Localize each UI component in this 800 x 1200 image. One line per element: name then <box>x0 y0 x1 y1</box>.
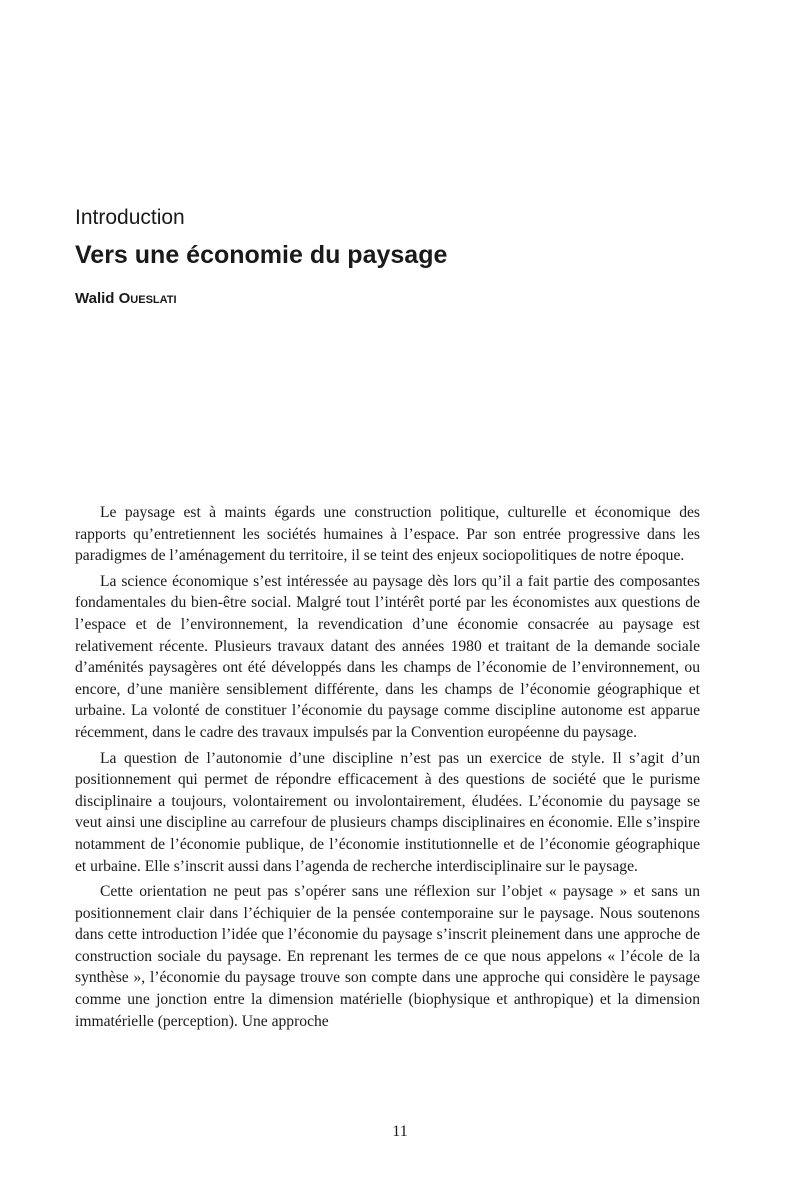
chapter-kicker: Introduction <box>75 206 185 229</box>
author-first-name: Walid <box>75 290 115 307</box>
body-text <box>75 502 700 1036</box>
paragraph: Le paysage est à maints égards une construction politique, culturelle et économique des rapports qu’entretiennent les sociétés humaines à l’espace. Par son entrée progressive dans les paradigmes de l’aménagement du territoire, il se teint des enjeux sociopolitiques de notre époque. <box>75 504 700 565</box>
paragraph: Cette orientation ne peut pas s’opérer sans une réflexion sur l’objet « paysage » et sans un positionnement clair dans l’échiquier de la pensée contemporaine sur le paysage. Nous soutenons dans cette introduction l’idée que l’économie du paysage s’inscrit pleinement dans une approche de construction sociale du paysage. En reprenant les termes de ce que nous appelons « l’école de la synthèse », l’économie du paysage trouve son compte dans une approche qui considère le paysage comme une jonction entre la dimension matérielle (biophysique et anthropique) et la dimension immatérielle (perception). Une approche <box>75 883 700 1030</box>
author-last-name: Oueslati <box>118 290 177 307</box>
author <box>75 288 177 310</box>
page-number: 11 <box>392 1123 408 1140</box>
paragraph: La question de l’autonomie d’une discipline n’est pas un exercice de style. Il s’agit d’un positionnement qui permet de répondre efficacement à des questions de société que le purisme disciplinaire a toujours, volontairement ou involontairement, éludées. L’économie du paysage se veut ainsi une discipline au carrefour de plusieurs champs disciplinaires en économie. Elle s’inspire notamment de l’économie publique, de l’économie institutionnelle et de l’économie géographique et urbaine. Elle s’inscrit aussi dans l’agenda de recherche interdisciplinaire sur le paysage. <box>75 749 700 875</box>
paragraph: La science économique s’est intéressée au paysage dès lors qu’il a fait partie des composantes fondamentales du bien-être social. Malgré tout l’intérêt porté par les économistes aux questions de l’espace et de l’environnement, la revendication d’une économie consacrée au paysage est relativement récente. Plusieurs travaux datant des années 1980 et traitant de la demande sociale d’aménités paysagères ont été développés dans les champs de l’économie de l’environnement, ou encore, d’une manière sensiblement différente, dans les champs de l’économie géographique et urbaine. La volonté de constituer l’économie du paysage comme discipline autonome est apparue récemment, dans le cadre des travaux impulsés par la Convention européenne du paysage. <box>75 572 700 741</box>
chapter-title: Vers une économie du paysage <box>75 241 448 269</box>
